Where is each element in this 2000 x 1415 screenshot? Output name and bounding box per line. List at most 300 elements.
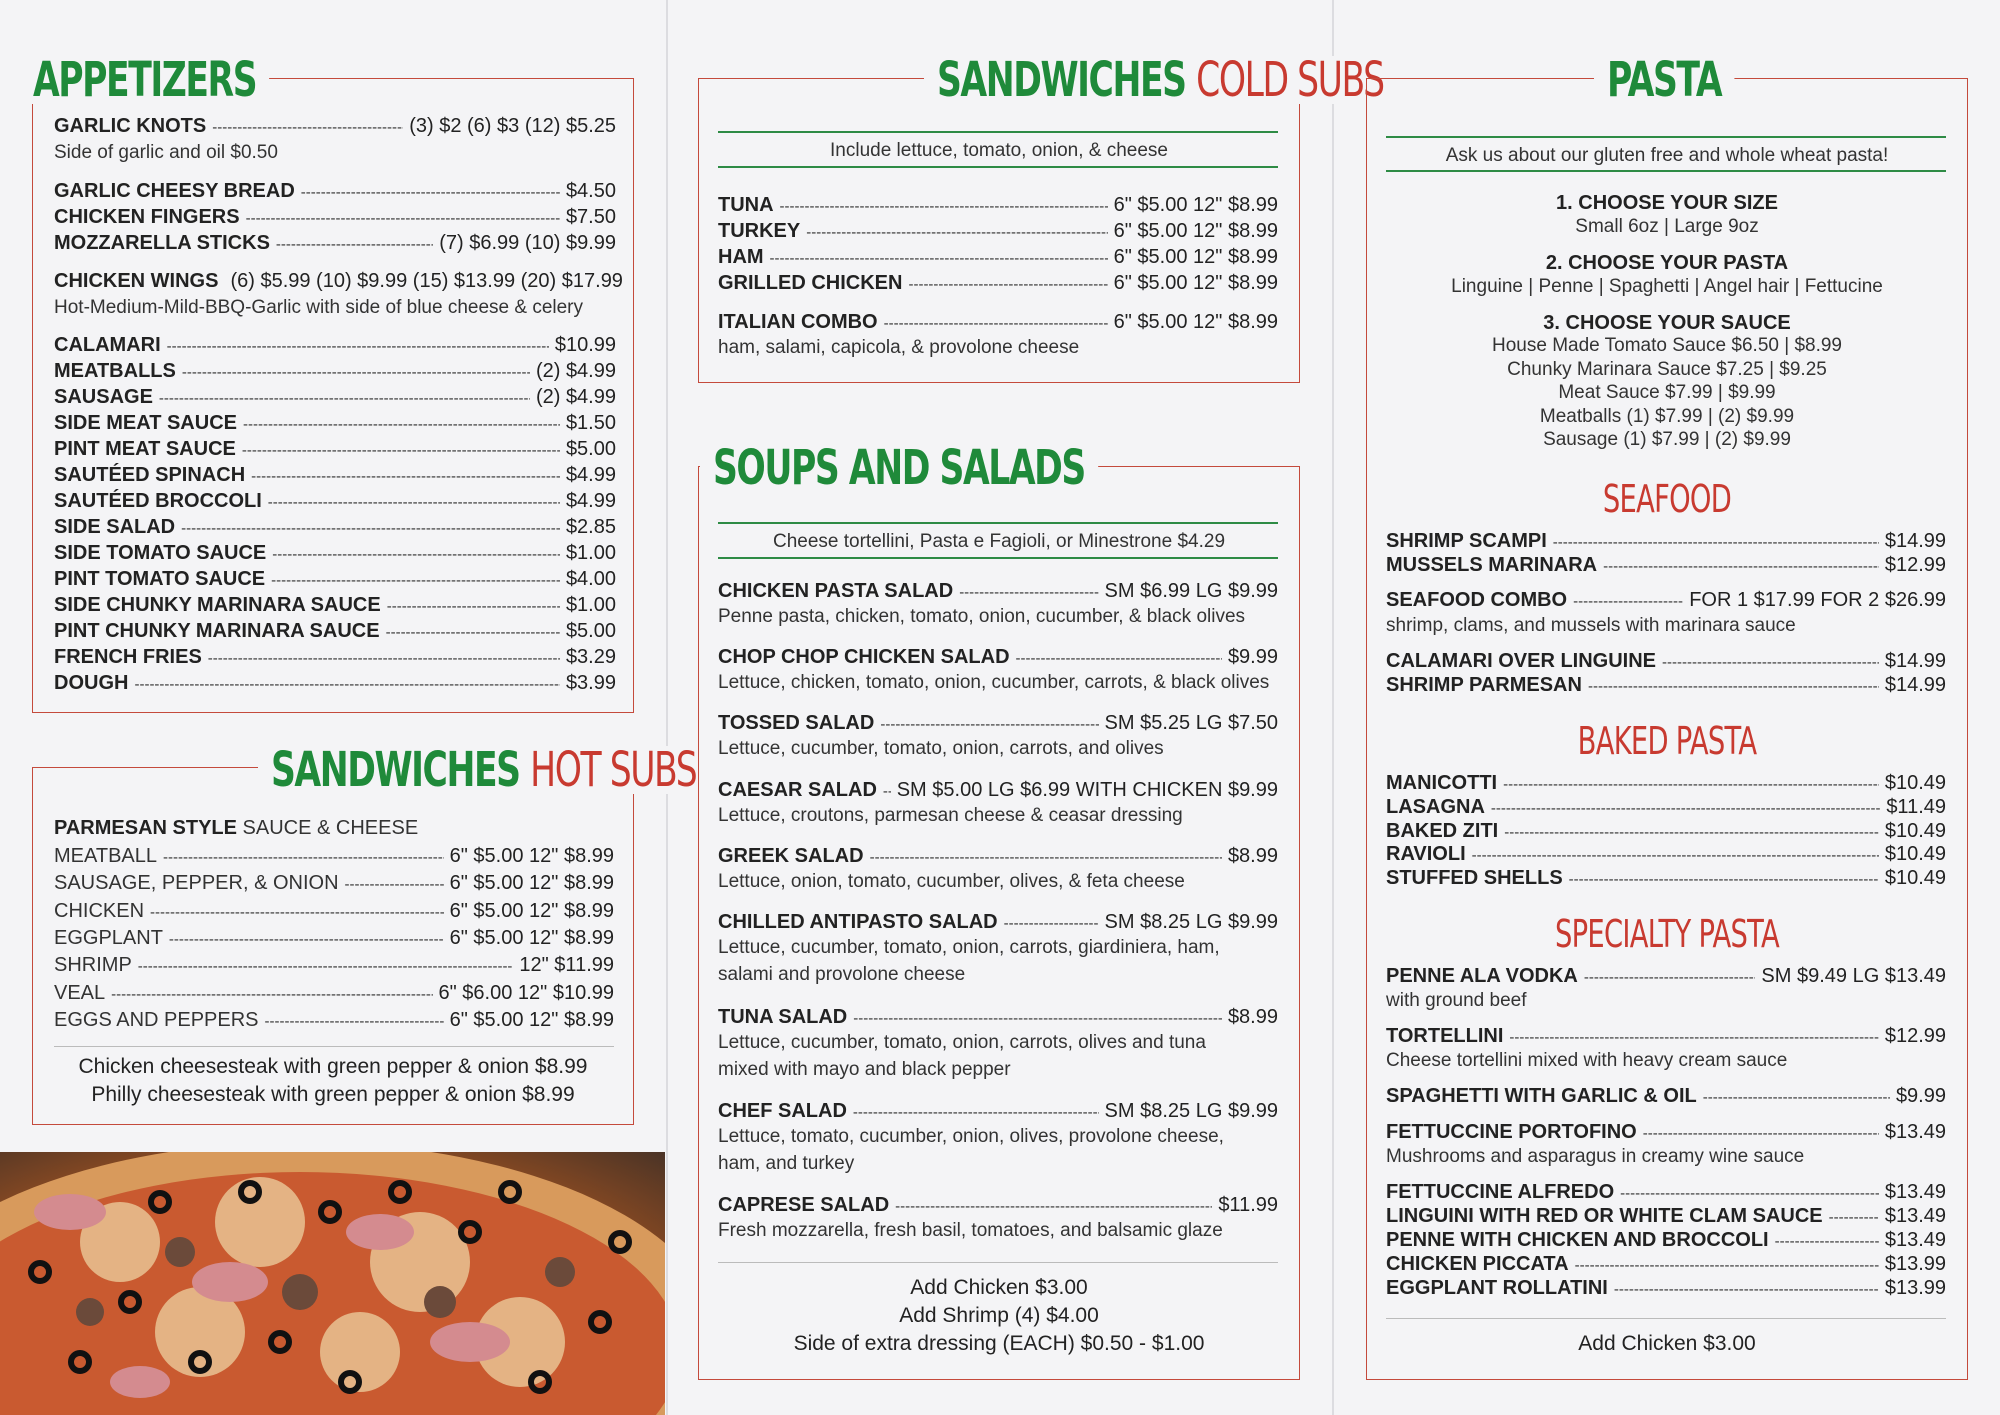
menu-item-name: PENNE WITH CHICKEN AND BROCCOLI — [1386, 1229, 1769, 1251]
menu-item-price: $8.99 — [1227, 1006, 1278, 1028]
leader-dots — [138, 959, 514, 974]
menu-item-name: CALAMARI OVER LINGUINE — [1386, 650, 1656, 672]
menu-item-description: Side of garlic and oil $0.50 — [54, 142, 278, 163]
hot-subs-title — [258, 742, 709, 798]
menu-item-description: with ground beef — [1386, 990, 1527, 1011]
pasta-step3-heading: 3. CHOOSE YOUR SAUCE — [1543, 312, 1791, 334]
cold-subs-line-bottom — [718, 166, 1278, 168]
pasta-divider — [1386, 1318, 1946, 1319]
menu-row — [718, 713, 1278, 733]
leader-dots — [265, 1014, 444, 1029]
menu-item-price: SM $5.00 LG $6.99 WITH CHICKEN $9.99 — [896, 779, 1278, 801]
menu-row — [1386, 868, 1946, 888]
menu-item-name: DOUGH — [54, 672, 129, 694]
leader-dots — [1553, 535, 1879, 550]
menu-row — [54, 116, 616, 136]
menu-item-name: CHICKEN PASTA SALAD — [718, 580, 954, 602]
menu-item-price: $12.99 — [1884, 554, 1946, 576]
menu-item-price: $10.49 — [1884, 843, 1946, 866]
cold-subs-title-b: COLD SUBS — [1196, 52, 1384, 108]
menu-row — [54, 465, 616, 485]
specialty-pasta-title: SPECIALTY PASTA — [1555, 912, 1779, 956]
leader-dots — [212, 120, 403, 135]
leader-dots — [1504, 825, 1879, 840]
menu-item-price: 6" $5.00 12" $8.99 — [1113, 194, 1278, 216]
leader-dots — [345, 877, 444, 892]
menu-item-name: SIDE MEAT SAUCE — [54, 412, 237, 434]
menu-item-price: $4.99 — [565, 490, 616, 512]
pasta-step1-text: Small 6oz | Large 9oz — [1575, 216, 1759, 237]
menu-item-price: FOR 1 $17.99 FOR 2 $26.99 — [1689, 589, 1946, 611]
menu-item-name: SAUTÉED BROCCOLI — [54, 490, 262, 512]
menu-item-name: MANICOTTI — [1386, 772, 1498, 794]
menu-row — [718, 1007, 1278, 1027]
menu-item-name: SIDE TOMATO SAUCE — [54, 542, 267, 564]
leader-dots — [1703, 1090, 1890, 1105]
leader-dots — [251, 469, 560, 484]
pasta-title: PASTA — [1594, 56, 1734, 104]
menu-item-name: SAUTÉED SPINACH — [54, 464, 246, 486]
leader-dots — [853, 1105, 1099, 1120]
menu-row — [54, 901, 614, 921]
menu-row — [54, 1010, 614, 1030]
menu-item-price: $5.00 — [565, 620, 616, 642]
pizza-photo — [0, 1152, 665, 1415]
menu-item-name: CHOP CHOP CHICKEN SALAD — [718, 646, 1010, 668]
leader-dots — [169, 932, 444, 947]
leader-dots — [806, 225, 1107, 240]
hot-subs-title-b: HOT SUBS — [530, 742, 697, 798]
menu-item-name: GARLIC KNOTS — [54, 115, 207, 137]
menu-item-name: TURKEY — [718, 220, 801, 242]
menu-row — [54, 621, 616, 641]
leader-dots — [271, 573, 560, 588]
leader-dots — [770, 251, 1108, 266]
menu-row — [1386, 531, 1946, 551]
menu-item-name: PINT TOMATO SAUCE — [54, 568, 266, 590]
menu-item-description: mixed with mayo and black pepper — [718, 1059, 1011, 1080]
menu-item-price: $14.99 — [1884, 674, 1946, 696]
menu-item-name: CHICKEN FINGERS — [54, 206, 240, 228]
pasta-step2-text: Linguine | Penne | Spaghetti | Angel hair | Fettucine — [1451, 276, 1883, 297]
menu-row — [54, 270, 623, 292]
baked-pasta-title: BAKED PASTA — [1577, 719, 1757, 763]
menu-item-name: PINT CHUNKY MARINARA SAUCE — [54, 620, 380, 642]
leader-dots — [1603, 559, 1879, 574]
menu-item-price: $4.99 — [565, 464, 616, 486]
leader-dots — [883, 784, 891, 799]
menu-item-price: 12" $11.99 — [519, 954, 614, 977]
menu-row — [718, 912, 1278, 932]
menu-item-name: SAUSAGE, PEPPER, & ONION — [54, 872, 339, 895]
leader-dots — [268, 495, 560, 510]
menu-item-name: MEATBALLS — [54, 360, 176, 382]
menu-row — [1386, 797, 1946, 817]
menu-row — [718, 312, 1278, 332]
soups-divider — [718, 1262, 1278, 1263]
menu-item-name: VEAL — [54, 981, 106, 1004]
menu-item-name: LASAGNA — [1386, 795, 1485, 818]
leader-dots — [246, 211, 560, 226]
sauce-option: House Made Tomato Sauce $6.50 | $8.99 — [1492, 335, 1842, 356]
menu-item-name: CHILLED ANTIPASTO SALAD — [718, 911, 998, 933]
leader-dots — [242, 443, 560, 458]
menu-item-name: SIDE SALAD — [54, 516, 176, 538]
menu-item-name: HAM — [718, 246, 764, 268]
leader-dots — [1620, 1186, 1879, 1201]
pizza-illustration — [0, 1152, 665, 1415]
menu-row — [54, 846, 614, 866]
menu-item-price: 6" $5.00 12" $8.99 — [449, 926, 614, 949]
leader-dots — [959, 585, 1098, 600]
menu-row — [718, 195, 1278, 215]
menu-item-name: SHRIMP SCAMPI — [1386, 530, 1547, 552]
sauce-option: Meat Sauce $7.99 | $9.99 — [1558, 382, 1776, 403]
menu-item-description: Lettuce, tomato, cucumber, onion, olives, provolone cheese, — [718, 1126, 1224, 1147]
menu-item-name: CHICKEN PICCATA — [1386, 1253, 1569, 1275]
leader-dots — [880, 717, 1098, 732]
menu-item-name: STUFFED SHELLS — [1386, 867, 1563, 890]
menu-item-description: Lettuce, onion, tomato, cucumber, olives, & feta cheese — [718, 871, 1185, 892]
menu-item-name: MEATBALL — [54, 845, 157, 867]
menu-row — [54, 387, 616, 407]
pasta-step1-heading: 1. CHOOSE YOUR SIZE — [1556, 192, 1778, 214]
menu-item-price: 6" $5.00 12" $8.99 — [449, 845, 614, 867]
leader-dots — [884, 316, 1108, 331]
leader-dots — [1643, 1126, 1879, 1141]
leader-dots — [181, 521, 560, 536]
pasta-line-bottom — [1386, 170, 1946, 172]
parmesan-style-label: PARMESAN STYLE — [54, 817, 237, 839]
leader-dots — [150, 905, 444, 920]
leader-dots — [386, 625, 560, 640]
menu-item-price: 6" $5.00 12" $8.99 — [1113, 246, 1278, 268]
leader-dots — [387, 599, 560, 614]
leader-dots — [1569, 872, 1879, 887]
menu-item-price: (2) $4.99 — [535, 360, 616, 382]
menu-item-description: Lettuce, chicken, tomato, onion, cucumber, carrots, & black olives — [718, 672, 1270, 693]
menu-item-price: SM $5.25 LG $7.50 — [1104, 712, 1278, 734]
leader-dots — [276, 237, 433, 252]
menu-row — [54, 595, 616, 615]
menu-item-price: $13.49 — [1884, 1229, 1946, 1251]
menu-item-name: FRENCH FRIES — [54, 646, 202, 668]
menu-item-price: $12.99 — [1884, 1025, 1946, 1047]
leader-dots — [1662, 655, 1879, 670]
menu-item-name: FETTUCCINE ALFREDO — [1386, 1181, 1615, 1203]
leader-dots — [208, 651, 560, 666]
menu-item-name: SHRIMP PARMESAN — [1386, 674, 1582, 696]
leader-dots — [1472, 848, 1879, 863]
soups-extra-dressing: Side of extra dressing (EACH) $0.50 - $1.00 — [793, 1332, 1205, 1355]
panel-divider-left — [666, 0, 668, 1415]
leader-dots — [1614, 1282, 1879, 1297]
soups-line-top — [718, 522, 1278, 524]
menu-item-name: SAUSAGE — [54, 386, 153, 408]
menu-row — [54, 439, 616, 459]
menu-row — [54, 207, 616, 227]
parmesan-style-sub: SAUCE & CHEESE — [242, 817, 419, 839]
pasta-note: Ask us about our gluten free and whole wheat pasta! — [1445, 145, 1889, 166]
menu-item-price: 6" $5.00 12" $8.99 — [1113, 220, 1278, 242]
menu-item-price: $13.99 — [1884, 1277, 1946, 1299]
leader-dots — [167, 339, 549, 354]
cold-subs-title — [924, 52, 1397, 108]
menu-item-name: CAPRESE SALAD — [718, 1194, 890, 1216]
leader-dots — [134, 677, 559, 692]
menu-row — [54, 413, 616, 433]
menu-row — [718, 1195, 1278, 1215]
pasta-step2-heading: 2. CHOOSE YOUR PASTA — [1545, 252, 1789, 274]
menu-item-price: $13.49 — [1884, 1181, 1946, 1203]
menu-item-price: SM $6.99 LG $9.99 — [1104, 580, 1278, 602]
menu-item-description: ham, and turkey — [718, 1153, 855, 1174]
menu-item-price: $10.49 — [1884, 819, 1946, 842]
menu-item-name: CAESAR SALAD — [718, 779, 877, 801]
menu-row — [54, 335, 616, 355]
menu-row — [1386, 773, 1946, 793]
menu-item-price: (3) $2 (6) $3 (12) $5.25 — [409, 115, 616, 137]
menu-item-description: Lettuce, croutons, parmesan cheese & ceasar dressing — [718, 805, 1183, 826]
menu-item-name: MOZZARELLA STICKS — [54, 232, 270, 254]
menu-item-price: $9.99 — [1895, 1085, 1946, 1107]
menu-row — [718, 780, 1278, 800]
menu-row — [1386, 555, 1946, 575]
menu-row — [54, 233, 616, 253]
menu-row — [718, 247, 1278, 267]
leader-dots — [1775, 1234, 1879, 1249]
sauce-option: Sausage (1) $7.99 | (2) $9.99 — [1543, 429, 1791, 450]
cold-subs-line-top — [718, 131, 1278, 133]
menu-item-price: $3.99 — [565, 672, 616, 694]
menu-row — [1386, 821, 1946, 841]
menu-item-price: $4.00 — [565, 568, 616, 590]
menu-item-price: $13.49 — [1884, 1205, 1946, 1227]
menu-row — [1386, 590, 1946, 610]
menu-item-price: $13.49 — [1884, 1121, 1946, 1143]
menu-row — [1386, 1026, 1946, 1046]
leader-dots — [870, 850, 1222, 865]
menu-item-name: TORTELLINI — [1386, 1025, 1504, 1047]
menu-row — [54, 361, 616, 381]
menu-item-price: $7.50 — [565, 206, 616, 228]
menu-item-name: SIDE CHUNKY MARINARA SAUCE — [54, 594, 381, 616]
menu-item-name: FETTUCCINE PORTOFINO — [1386, 1121, 1637, 1143]
menu-row — [718, 647, 1278, 667]
menu-item-name: TUNA — [718, 194, 774, 216]
soups-title: SOUPS AND SALADS — [700, 444, 1098, 492]
menu-item-name: CHICKEN WINGS — [54, 270, 219, 292]
pasta-line-top — [1386, 136, 1946, 138]
menu-item-name: GRILLED CHICKEN — [718, 272, 903, 294]
appetizers-title: APPETIZERS — [20, 56, 269, 104]
menu-row — [54, 673, 616, 693]
leader-dots — [1004, 916, 1099, 931]
leader-dots — [1575, 1258, 1879, 1273]
leader-dots — [301, 185, 560, 200]
sauce-option: Meatballs (1) $7.99 | (2) $9.99 — [1539, 405, 1795, 427]
menu-item-name: EGGS AND PEPPERS — [54, 1008, 259, 1031]
menu-item-price: 6" $5.00 12" $8.99 — [449, 899, 614, 922]
menu-item-name: MUSSELS MARINARA — [1386, 554, 1598, 576]
menu-row — [54, 647, 616, 667]
menu-item-name: BAKED ZITI — [1386, 819, 1499, 842]
menu-item-description: ham, salami, capicola, & provolone cheese — [718, 337, 1080, 358]
menu-row — [54, 543, 616, 563]
menu-item-name: CALAMARI — [54, 334, 161, 356]
leader-dots — [1588, 679, 1879, 694]
menu-item-name: SPAGHETTI WITH GARLIC & OIL — [1386, 1085, 1697, 1107]
menu-item-price: $13.99 — [1884, 1253, 1946, 1275]
leader-dots — [182, 365, 530, 380]
menu-item-price: $10.99 — [554, 334, 616, 356]
leader-dots — [1491, 801, 1880, 816]
menu-row — [1386, 1086, 1946, 1106]
menu-item-price: $1.00 — [565, 542, 616, 564]
cold-subs-note: Include lettuce, tomato, onion, & cheese — [830, 140, 1168, 161]
leader-dots — [780, 199, 1108, 214]
leader-dots — [272, 547, 560, 562]
leader-dots — [1573, 594, 1683, 609]
menu-item-price: (2) $4.99 — [535, 386, 616, 408]
menu-item-price: SM $8.25 LG $9.99 — [1104, 1100, 1278, 1122]
menu-row — [718, 846, 1278, 866]
menu-item-price: $14.99 — [1884, 650, 1946, 672]
soups-add-shrimp: Add Shrimp (4) $4.00 — [899, 1304, 1099, 1327]
menu-row — [54, 517, 616, 537]
menu-item-description: Penne pasta, chicken, tomato, onion, cucumber, & black olives — [718, 606, 1246, 627]
menu-item-name: SEAFOOD COMBO — [1386, 589, 1568, 611]
menu-row — [1386, 651, 1946, 671]
menu-item-price: 6" $5.00 12" $8.99 — [449, 1008, 614, 1031]
menu-item-name: GREEK SALAD — [718, 845, 864, 867]
menu-item-description: Mushrooms and asparagus in creamy wine sauce — [1386, 1146, 1805, 1167]
hot-subs-extra-2: Philly cheesesteak with green pepper & onion $8.99 — [91, 1083, 575, 1106]
menu-item-description: Lettuce, cucumber, tomato, onion, carrots, giardiniera, ham, — [718, 937, 1220, 958]
menu-item-description: Cheese tortellini mixed with heavy cream sauce — [1386, 1050, 1788, 1071]
menu-item-name: PINT MEAT SAUCE — [54, 438, 236, 460]
menu-item-price: $11.99 — [1218, 1194, 1278, 1216]
menu-row — [1386, 966, 1946, 986]
menu-item-name: EGGPLANT — [54, 926, 163, 949]
menu-row — [54, 569, 616, 589]
menu-item-name: SHRIMP — [54, 954, 132, 977]
menu-row — [1386, 844, 1946, 864]
menu-item-price: $3.29 — [565, 646, 616, 668]
menu-item-price: $8.99 — [1227, 845, 1278, 867]
menu-item-name: TOSSED SALAD — [718, 712, 875, 734]
leader-dots — [1509, 1030, 1878, 1045]
menu-row — [718, 581, 1278, 601]
sauce-option: Chunky Marinara Sauce $7.25 | $9.25 — [1507, 358, 1827, 380]
menu-item-price: SM $9.49 LG $13.49 — [1761, 965, 1946, 987]
leader-dots — [1829, 1210, 1879, 1225]
menu-row — [1386, 1254, 1946, 1274]
menu-row — [1386, 675, 1946, 695]
leader-dots — [908, 277, 1107, 292]
menu-item-price: $2.85 — [565, 516, 616, 538]
menu-item-name: CHEF SALAD — [718, 1100, 847, 1122]
menu-item-price: $5.00 — [565, 438, 616, 460]
menu-item-description: Fresh mozzarella, fresh basil, tomatoes, and balsamic glaze — [718, 1220, 1223, 1241]
menu-item-name: EGGPLANT ROLLATINI — [1386, 1277, 1608, 1299]
menu-item-price: SM $8.25 LG $9.99 — [1104, 911, 1278, 933]
menu-item-name: CHICKEN — [54, 899, 145, 922]
leader-dots — [111, 987, 432, 1002]
menu-item-name: PENNE ALA VODKA — [1386, 965, 1578, 987]
menu-item-price: 6" $6.00 12" $10.99 — [438, 981, 614, 1004]
menu-row — [54, 928, 614, 948]
menu-row — [1386, 1182, 1946, 1202]
panel-divider-right — [1332, 0, 1334, 1415]
menu-row — [1386, 1206, 1946, 1226]
soups-note: Cheese tortellini, Pasta e Fagioli, or Minestrone $4.29 — [772, 531, 1226, 552]
soups-add-chicken: Add Chicken $3.00 — [910, 1276, 1088, 1299]
leader-dots — [243, 417, 560, 432]
menu-item-price: $10.49 — [1884, 772, 1946, 794]
menu-item-price: (6) $5.99 (10) $9.99 (15) $13.99 (20) $17.99 — [230, 270, 623, 292]
hot-subs-divider — [54, 1046, 614, 1047]
menu-item-description: salami and provolone cheese — [718, 964, 966, 985]
leader-dots — [853, 1011, 1222, 1026]
menu-item-price: (7) $6.99 (10) $9.99 — [439, 232, 616, 254]
menu-item-price: $1.50 — [565, 412, 616, 434]
menu-row — [54, 873, 614, 893]
menu-item-price: 6" $5.00 12" $8.99 — [1113, 272, 1278, 294]
menu-row — [1386, 1230, 1946, 1250]
menu-item-description: Hot-Medium-Mild-BBQ-Garlic with side of blue cheese & celery — [54, 297, 584, 318]
menu-item-name: ITALIAN COMBO — [718, 311, 878, 333]
menu-row — [718, 1101, 1278, 1121]
pasta-add-chicken: Add Chicken $3.00 — [1578, 1332, 1756, 1355]
menu-item-price: $10.49 — [1884, 867, 1946, 890]
menu-item-description: shrimp, clams, and mussels with marinara sauce — [1386, 615, 1796, 636]
menu-row — [54, 491, 616, 511]
hot-subs-title-a: SANDWICHES — [270, 742, 520, 798]
menu-item-price: $4.50 — [565, 180, 616, 202]
menu-row — [54, 983, 614, 1003]
soups-line-bottom — [718, 557, 1278, 559]
menu-row — [54, 181, 616, 201]
menu-item-name: TUNA SALAD — [718, 1006, 848, 1028]
menu-row — [718, 221, 1278, 241]
menu-item-name: RAVIOLI — [1386, 843, 1466, 866]
menu-item-name: LINGUINI WITH RED OR WHITE CLAM SAUCE — [1386, 1205, 1823, 1227]
parmesan-style-row — [54, 818, 418, 838]
menu-item-price: 6" $5.00 12" $8.99 — [449, 872, 614, 895]
seafood-title: SEAFOOD — [1602, 477, 1732, 521]
menu-item-description: Lettuce, cucumber, tomato, onion, carrots, and olives — [718, 738, 1164, 759]
menu-item-price: 6" $5.00 12" $8.99 — [1113, 311, 1278, 333]
menu-item-description: Lettuce, cucumber, tomato, onion, carrots, olives and tuna — [718, 1032, 1206, 1053]
menu-item-price: $9.99 — [1227, 646, 1278, 668]
leader-dots — [159, 391, 530, 406]
menu-item-name: GARLIC CHEESY BREAD — [54, 180, 295, 202]
leader-dots — [1016, 651, 1222, 666]
hot-subs-extra-1: Chicken cheesesteak with green pepper & onion $8.99 — [78, 1055, 588, 1078]
leader-dots — [1584, 970, 1756, 985]
menu-row — [54, 955, 614, 975]
leader-dots — [163, 850, 444, 865]
menu-item-price: $11.49 — [1886, 795, 1946, 818]
menu-item-price: $14.99 — [1884, 530, 1946, 552]
menu-row — [1386, 1122, 1946, 1142]
menu-item-price: $1.00 — [565, 594, 616, 616]
cold-subs-title-a: SANDWICHES — [936, 52, 1186, 108]
menu-row — [1386, 1278, 1946, 1298]
menu-row — [718, 273, 1278, 293]
leader-dots — [1503, 777, 1879, 792]
